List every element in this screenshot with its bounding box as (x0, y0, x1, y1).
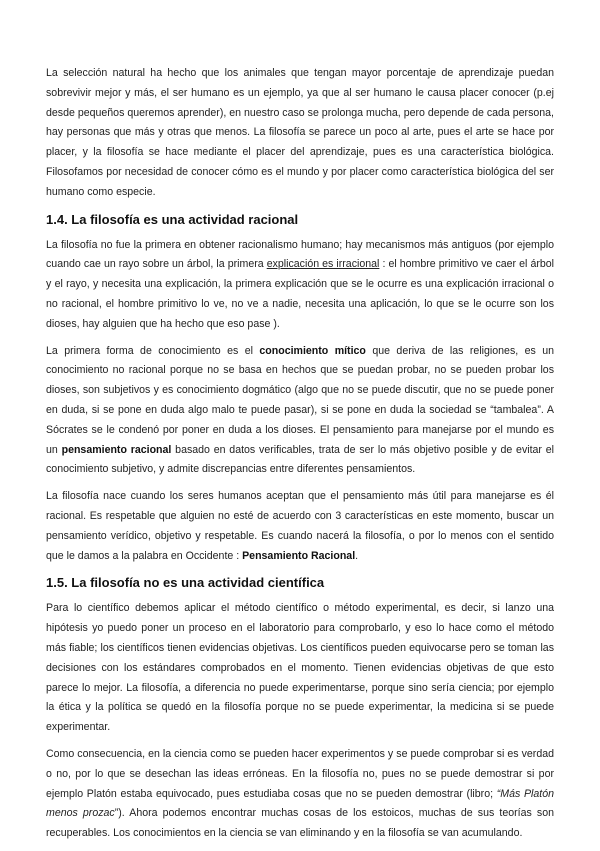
section-1-5-heading: 1.5. La filosofía no es una actividad científica (46, 575, 325, 591)
text-run: La primera forma de conocimiento es el (46, 344, 260, 357)
text-run: Como consecuencia, en la ciencia como se pueden hacer experimentos y se puede comprobar si es verdad o no, por lo que se desechan las ideas erróneas. En la filosofía no, pues no se puede demostrar si por ejemplo Platón estaba equivocado, pues estudiaba cosas que no se pueden demostrar (libro; (46, 747, 554, 800)
section-1-5-paragraph-2 (46, 745, 554, 844)
document-body (46, 64, 554, 851)
underlined-term: explicación es irracional (266, 258, 380, 271)
intro-paragraph: La selección natural ha hecho que los animales que tengan mayor porcentaje de aprendizaje puedan sobrevivir mejor y más, el ser humano es un ejemplo, ya que al ser humano le causa placer conocer (p.ej desde pequeños queremos aprender), en nuestro caso se prolonga mucha, pero depende de cada persona, hay personas que más y otras que menos. La filosofía se parece un poco al arte, pues el arte se hace por placer, y la filosofía se hace mediante el placer del aprendizaje, pues es una característica biológica. Filosofamos por necesidad de conocer cómo es el mundo y por placer como característica biológica del ser humano como especie. (46, 67, 554, 198)
section-1-4-paragraph-2 (46, 342, 554, 481)
section-1-4-paragraph-3 (46, 487, 554, 566)
bold-term-pensamiento-racional-final: Pensamiento Racional (242, 549, 356, 562)
text-run: . (355, 549, 359, 562)
text-run: que deriva de las religiones, es un conocimiento no racional porque no se basa en hechos que se puedan probar, no se pueden probar los dioses, son subjetivos y es conocimiento dogmático (algo que no se puede discutir, que no se puede poner en duda, si se pone en duda algo malo te puede pasar), si se pone en duda la sociedad se “tambalea”. A Sócrates se le condenó por poner en duda a los dioses. El pensamiento para manejarse por el mundo es un (46, 344, 555, 456)
text-run: ”). Ahora podemos encontrar muchas cosas de los estoicos, muchas de sus teorías son recuperables. Los conocimientos en la ciencia se van eliminando y en la filosofía se van acumulando. (46, 807, 554, 840)
section-1-4-heading: 1.4. La filosofía es una actividad racional (46, 211, 299, 227)
bold-term-conocimiento-mitico: conocimiento mítico (259, 344, 366, 357)
bold-term-pensamiento-racional: pensamiento racional (61, 443, 172, 456)
section-1-5-paragraph-1: Para lo científico debemos aplicar el método científico o método experimental, es decir, si lanzo una hipótesis yo puedo poner un proceso en el laboratorio para comprobarlo, y eso lo hace como el método más fiable; los científicos tienen evidencias objetivas. Los científicos pueden equivocarse pero se toman las decisiones con los estándares comprobados en el momento. Tienen evidencias objetivas de que esto parece lo mejor. La filosofía, a diferencia no puede experimentarse, porque sino sería ciencia; por ejemplo la ética y la política se quedó en la filosofía porque no se puede experimentar, la medicina si se puede experimentar. (46, 602, 554, 734)
text-run: : el hombre primitivo ve caer el árbol y el rayo, y necesita una explicación, la primera explicación que se le ocurre es una explicación irracional o no racional, el hombre primitivo lo ve, no ve a nadie, necesita una aplicación, lo que se le ocurre son los dioses, hay alguien que ha hecho que eso pase ). (46, 258, 554, 330)
text-run: La filosofía no fue la primera en obtener racionalismo humano; hay mecanismos más antiguos (por ejemplo cuando cae un rayo sobre un árbol, la primera (46, 238, 554, 271)
text-run: basado en datos verificables, trata de ser lo más objetivo posible y de evitar el conocimiento subjetivo, y admite discrepancias entre diferentes pensamientos. (46, 443, 555, 476)
italic-book-title: “Más Platón menos prozac (46, 787, 554, 820)
section-1-4-paragraph-1 (46, 236, 554, 335)
text-run: La filosofía nace cuando los seres humanos aceptan que el pensamiento más útil para manejarse es él racional. Es respetable que alguien no esté de acuerdo con 3 características en este momento, buscar un pensamiento verídico, objetivo y respetable. Es cuando nacerá la filosofía, o por lo menos con el sentido que le damos a la palabra en Occidente : (46, 490, 554, 562)
